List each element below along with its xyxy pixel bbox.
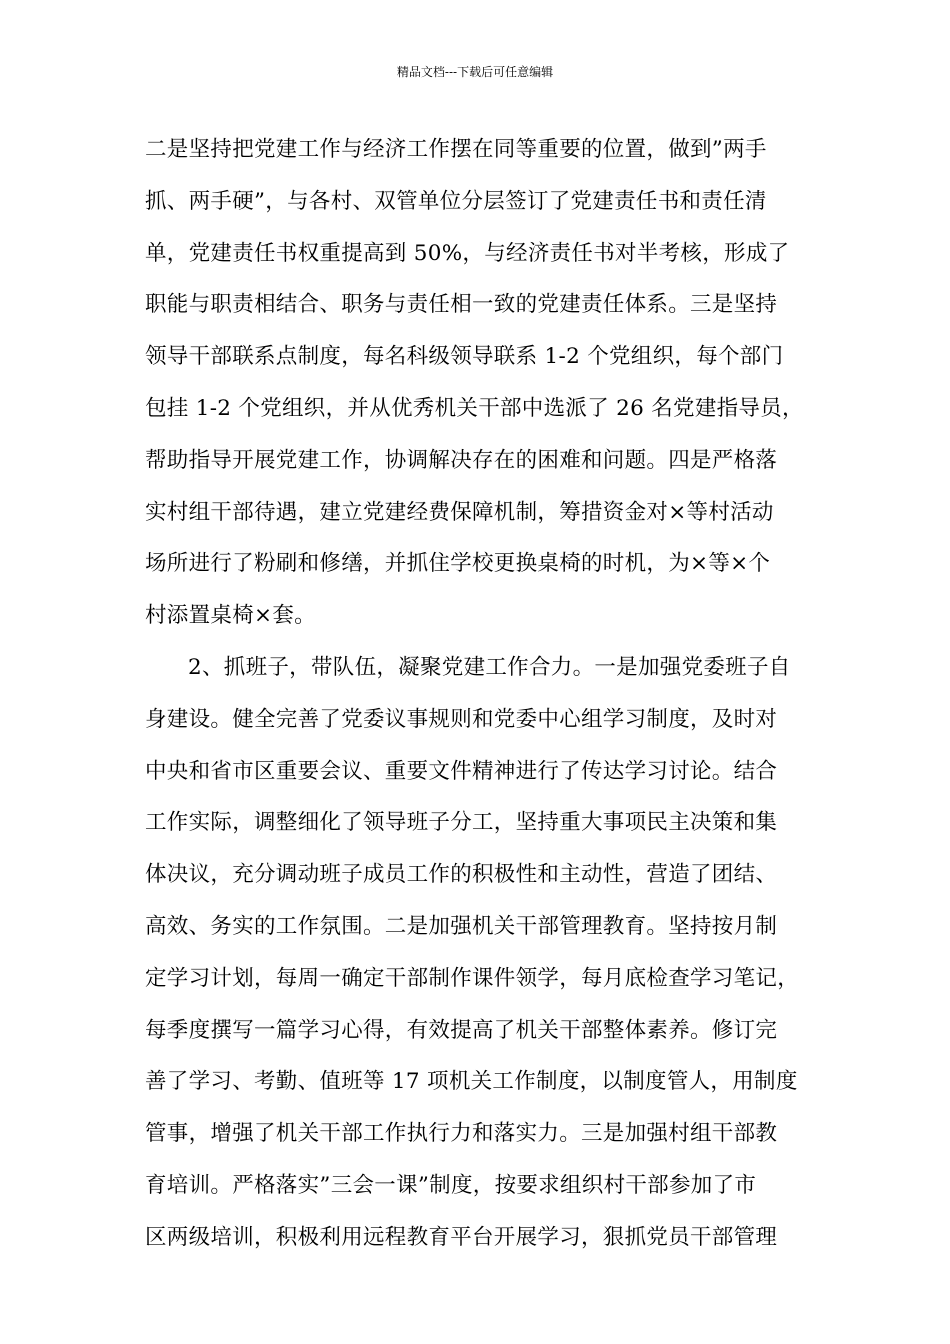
text-line: 抓、两手硬”，与各村、双管单位分层签订了党建责任书和责任清 <box>145 188 767 214</box>
text-line: 帮助指导开展党建工作，协调解决存在的困难和问题。四是严格落 <box>145 447 778 473</box>
text-line: 职能与职责相结合、职务与责任相一致的党建责任体系。三是坚持 <box>145 292 778 318</box>
text-line: 领导干部联系点制度，每名科级领导联系 1-2 个党组织，每个部门 <box>145 344 784 370</box>
text-line: 善了学习、考勤、值班等 17 项机关工作制度，以制度管人，用制度 <box>145 1069 798 1095</box>
text-line: 二是坚持把党建工作与经济工作摆在同等重要的位置，做到”两手 <box>145 137 767 162</box>
text-line: 场所进行了粉刷和修缮，并抓住学校更换桌椅的时机，为×等×个 <box>145 551 771 577</box>
text-line: 育培训。严格落实”三会一课”制度，按要求组织村干部参加了市 <box>145 1172 757 1198</box>
text-line: 中央和省市区重要会议、重要文件精神进行了传达学习讨论。结合 <box>145 758 778 784</box>
paragraph-start-line: 2、抓班子，带队伍，凝聚党建工作合力。一是加强党委班子自 <box>188 654 791 680</box>
text-line: 高效、务实的工作氛围。二是加强机关干部管理教育。坚持按月制 <box>145 913 778 939</box>
text-line: 身建设。健全完善了党委议事规则和党委中心组学习制度，及时对 <box>145 706 778 732</box>
text-line: 体决议，充分调动班子成员工作的积极性和主动性，营造了团结、 <box>145 862 778 888</box>
text-line: 定学习计划，每周一确定干部制作课件领学，每月底检查学习笔记， <box>145 965 800 991</box>
text-line: 村添置桌椅×套。 <box>145 603 316 629</box>
text-line: 区两级培训，积极利用远程教育平台开展学习，狠抓党员干部管理 <box>145 1224 778 1250</box>
text-line: 单，党建责任书权重提高到 50%，与经济责任书对半考核，形成了 <box>145 240 790 266</box>
text-line: 实村组干部待遇，建立党建经费保障机制，筹措资金对×等村活动 <box>145 499 774 525</box>
text-line: 工作实际，调整细化了领导班子分工，坚持重大事项民主决策和集 <box>145 810 778 836</box>
text-line: 包挂 1-2 个党组织，并从优秀机关干部中选派了 26 名党建指导员， <box>145 395 804 421</box>
text-line: 每季度撰写一篇学习心得，有效提高了机关干部整体素养。修订完 <box>145 1017 778 1043</box>
document-body <box>145 124 815 1264</box>
page-header: 精品文档---下载后可任意编辑 <box>396 65 554 79</box>
text-line: 管事，增强了机关干部工作执行力和落实力。三是加强村组干部教 <box>145 1121 778 1147</box>
